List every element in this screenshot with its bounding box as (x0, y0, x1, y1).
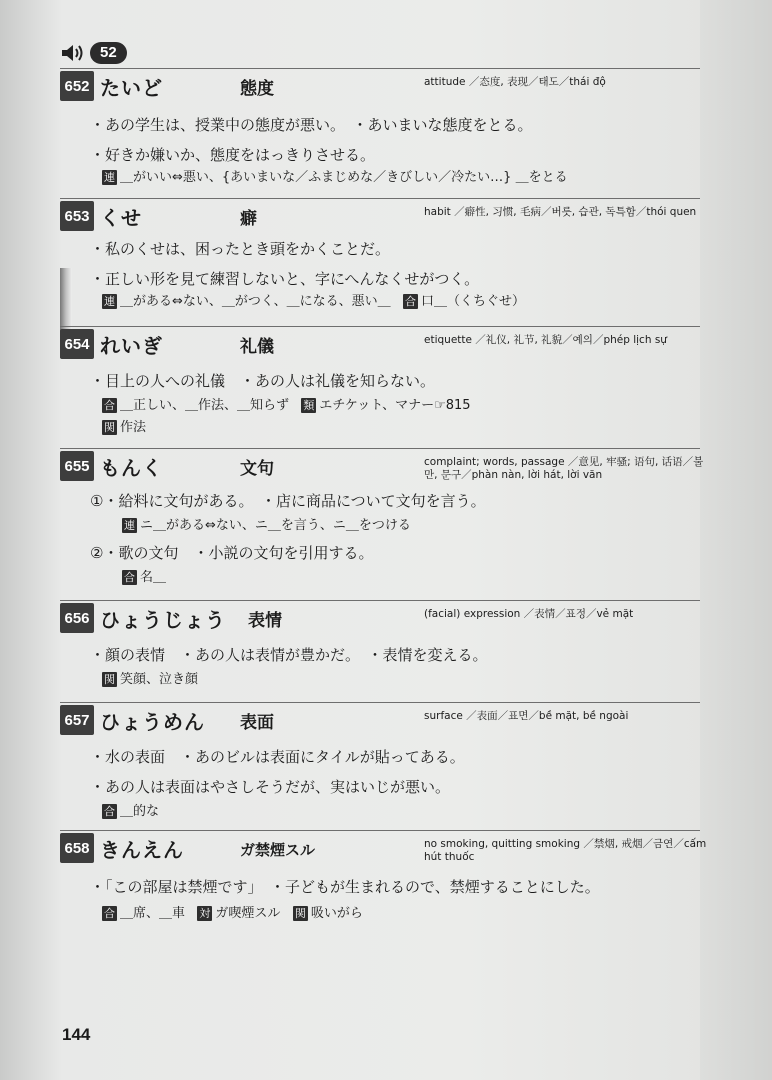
entry-kanji: 癖 (240, 209, 257, 229)
entry-number: 656 (60, 603, 94, 633)
track-number: 52 (90, 42, 127, 64)
compound-line (102, 800, 159, 819)
entry-kanji: 文句 (240, 459, 274, 479)
page-number: 144 (62, 1025, 91, 1044)
entry-reading: くせ (100, 206, 142, 230)
entry-kanji: ガ禁煙スル (240, 841, 316, 859)
entry-divider (60, 198, 700, 199)
entry-reading: きんえん (100, 838, 184, 862)
entry-divider (60, 830, 700, 831)
entry-kanji: 礼儀 (240, 337, 274, 357)
related-text: 笑顔、泣き顔 (120, 672, 199, 687)
tag-kan: 関 (294, 907, 306, 920)
entry-656 (60, 600, 700, 696)
entry-kanji: 表面 (240, 713, 274, 733)
example-line: ・「この部屋は禁煙です」 ・子どもが生まれるので、禁煙することにした。 (90, 878, 600, 896)
entry-reading: れいぎ (100, 334, 163, 358)
example-line: ・正しい形を見て練習しないと、字にへんなくせがつく。 (90, 270, 480, 288)
example-line: ・あの学生は、授業中の態度が悪い。 ・あいまいな態度をとる。 (90, 116, 533, 134)
collocation-line (122, 514, 411, 533)
entry-kanji: 態度 (240, 79, 274, 99)
entry-654 (60, 326, 700, 446)
entry-number: 652 (60, 71, 94, 101)
synonym-text: エチケット、マナー☞815 (319, 398, 471, 413)
tag-gou: 合 (104, 399, 115, 412)
entry-number: 658 (60, 833, 94, 863)
entry-gloss: habit ／癖性, 习惯, 毛病／버릇, 습관, 독특함／thói quen (424, 206, 697, 218)
compound-text: ＿的な (120, 804, 160, 819)
collocation-line (102, 290, 525, 309)
entry-gloss: complaint; words, passage ／意见, 牢骚; 语句, 话语／불만, 문구／phàn nàn, lời hát, lời văn (424, 456, 704, 481)
entry-number: 655 (60, 451, 94, 481)
entry-number: 657 (60, 705, 94, 735)
entry-657 (60, 702, 700, 822)
audio-track[interactable] (60, 42, 127, 64)
entry-reading: ひょうじょう (100, 608, 226, 632)
speaker-icon (60, 42, 86, 64)
collocation-text: ＿がいい⇔悪い、{あいまいな／ふまじめな／きびしい／冷たい…} ＿をとる (120, 170, 568, 185)
example-line: ②・歌の文句 ・小説の文句を引用する。 (90, 544, 374, 562)
entry-number: 654 (60, 329, 94, 359)
collocation-line (102, 394, 471, 413)
entry-gloss: surface ／表面／표면／bề mặt, bề ngoài (424, 710, 629, 722)
entry-653 (60, 198, 700, 318)
entry-divider (60, 600, 700, 601)
entry-number: 653 (60, 201, 94, 231)
entry-gloss: (facial) expression ／表情／표정／vẻ mặt (424, 608, 634, 620)
example-line: ・好きか嫌いか、態度をはっきりさせる。 (90, 146, 376, 164)
entry-652 (60, 68, 700, 188)
example-line: ・目上の人への礼儀 ・あの人は礼儀を知らない。 (90, 372, 436, 390)
entry-reading: ひょうめん (100, 710, 205, 734)
tag-gou: 合 (405, 295, 417, 308)
compound-text: 名＿ (140, 570, 167, 585)
tag-ren: 連 (104, 295, 115, 308)
example-line: ・水の表面 ・あのビルは表面にタイルが貼ってある。 (90, 748, 465, 766)
tag-gou: 合 (124, 571, 135, 584)
compound-text: ＿席、＿車 (120, 906, 186, 921)
compound-line (122, 566, 166, 585)
tag-gou: 合 (104, 805, 115, 818)
example-line: ・顔の表情 ・あの人は表情が豊かだ。 ・表情を変える。 (90, 646, 488, 664)
tag-kan: 関 (104, 673, 115, 686)
entry-reading: もんく (100, 456, 163, 480)
example-line: ①・給料に文句がある。 ・店に商品について文句を言う。 (90, 492, 486, 510)
antonym-text: ガ喫煙スル (215, 906, 281, 921)
entry-reading: たいど (100, 76, 163, 100)
tag-tai: 対 (199, 907, 211, 920)
collocation-text: ＿がある⇔ない、＿がつく、＿になる、悪い＿ (120, 294, 391, 309)
entry-divider (60, 326, 700, 327)
entry-divider (60, 448, 700, 449)
entry-gloss: etiquette ／礼仪, 礼节, 礼貌／예의／phép lịch sự (424, 334, 667, 346)
related-text: 作法 (120, 420, 147, 435)
collocation-line (102, 166, 568, 185)
entry-divider (60, 68, 700, 69)
tag-kan: 関 (104, 421, 115, 434)
tag-gou: 合 (104, 907, 115, 920)
related-line (102, 668, 198, 687)
related-line (102, 416, 146, 435)
entry-gloss: no smoking, quitting smoking ／禁烟, 戒烟／금연／cấm hút thuốc (424, 838, 707, 863)
entry-divider (60, 702, 700, 703)
related-text: 吸いがら (310, 906, 363, 921)
page-edge-shadow (700, 0, 772, 1080)
compound-line (102, 902, 363, 921)
collocation-text: ニ＿がある⇔ない、ニ＿を言う、ニ＿をつける (140, 518, 411, 533)
entry-kanji: 表情 (248, 611, 282, 631)
entry-gloss: attitude ／态度, 表现／태도／thái độ (424, 76, 606, 88)
compound-text: 口＿（くちぐせ） (421, 294, 526, 309)
entry-655 (60, 448, 704, 598)
entry-658 (60, 830, 707, 930)
tag-rui: 類 (303, 399, 315, 412)
tag-ren: 連 (124, 519, 135, 532)
example-line: ・私のくせは、困ったとき頭をかくことだ。 (90, 240, 391, 258)
compound-text: ＿正しい、＿作法、＿知らず (120, 398, 290, 413)
example-line: ・あの人は表面はやさしそうだが、実はいじが悪い。 (90, 778, 451, 796)
tag-ren: 連 (104, 171, 115, 184)
